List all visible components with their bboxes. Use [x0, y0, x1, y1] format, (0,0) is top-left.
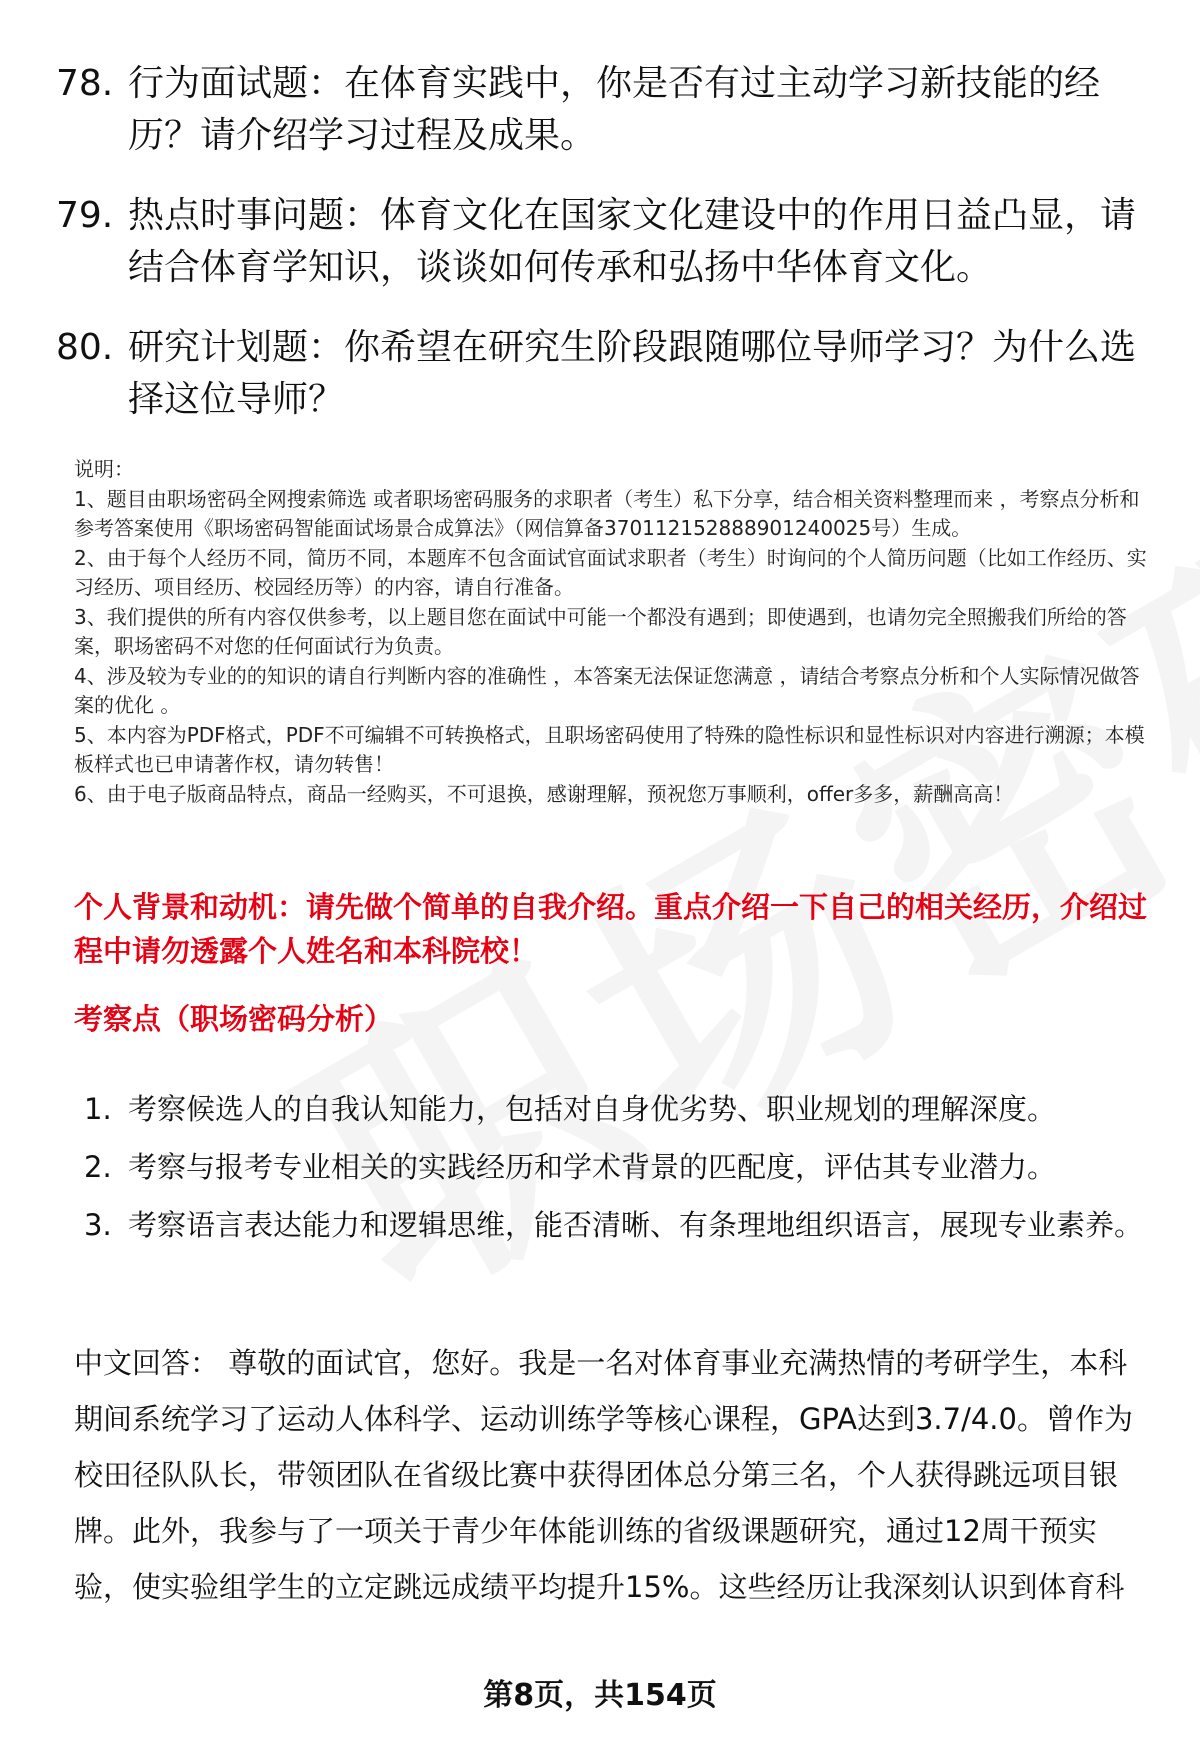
question-text: 行为面试题：在体育实践中，你是否有过主动学习新技能的经历？请介绍学习过程及成果。 [128, 63, 1101, 156]
notes-heading: 说明： [74, 457, 134, 481]
question-title: 个人背景和动机：请先做个简单的自我介绍。重点介绍一下自己的相关经历，介绍过程中请勿透露个人姓名和本科院校！ [74, 890, 1148, 968]
question-number: 78. [56, 63, 114, 104]
question-list [56, 58, 1156, 454]
point-number: 2. [84, 1150, 112, 1184]
notes-section [74, 455, 1154, 809]
analysis-point [84, 1196, 1144, 1254]
note-item: 2、由于每个人经历不同，简历不同，本题库不包含面试官面试求职者（考生）时询问的个人简历问题（比如工作经历、实习经历、项目经历、校园经历等）的内容，请自行准备。 [74, 545, 1147, 599]
note-item: 1、题目由职场密码全网搜索筛选 或者职场密码服务的求职者（考生）私下分享，结合相关资料整理而来 ，考察点分析和参考答案使用《职场密码智能面试场景合成算法》（网信算备370112152888901240025号）生成。 [74, 486, 1140, 540]
note-item: 6、由于电子版商品特点，商品一经购买，不可退换，感谢理解，预祝您万事顺利，offer多多，薪酬高高！ [74, 781, 1014, 806]
question-item [56, 322, 1156, 426]
point-text: 考察与报考专业相关的实践经历和学术背景的匹配度，评估其专业潜力。 [128, 1150, 1057, 1184]
question-text: 研究计划题：你希望在研究生阶段跟随哪位导师学习？为什么选择这位导师？ [128, 327, 1137, 420]
point-number: 3. [84, 1208, 112, 1242]
point-number: 1. [84, 1092, 112, 1126]
question-text: 热点时事问题：体育文化在国家文化建设中的作用日益凸显，请结合体育学知识，谈谈如何传承和弘扬中华体育文化。 [128, 195, 1137, 288]
question-number: 79. [56, 195, 114, 236]
point-text: 考察语言表达能力和逻辑思维，能否清晰、有条理地组织语言，展现专业素养。 [128, 1208, 1144, 1242]
question-item [56, 58, 1156, 162]
note-item: 4、涉及较为专业的的知识的请自行判断内容的准确性 ，本答案无法保证您满意 ，请结合考察点分析和个人实际情况做答案的优化 。 [74, 663, 1140, 717]
note-item: 3、我们提供的所有内容仅供参考，以上题目您在面试中可能一个都没有遇到；即使遇到，也请勿完全照搬我们所给的答案，职场密码不对您的任何面试行为负责。 [74, 604, 1127, 658]
answer-paragraph: 中文回答： 尊敬的面试官，您好。我是一名对体育事业充满热情的考研学生，本科期间系统学习了运动人体科学、运动训练学等核心课程，GPA达到3.7/4.0。曾作为校田径队队长，带领团队在省级比赛中获得团体总分第三名，个人获得跳远项目银牌。此外，我参与了一项关于青少年体能训练的省级课题研究，通过12周干预实验，使实验组学生的立定跳远成绩平均提升15%。这些经历让我深刻认识到体育科 [74, 1346, 1133, 1604]
question-item [56, 190, 1156, 294]
analysis-title: 考察点（职场密码分析） [74, 1002, 394, 1036]
page-footer: 第8页，共154页 [483, 1678, 717, 1713]
question-number: 80. [56, 327, 114, 368]
point-text: 考察候选人的自我认知能力，包括对自身优劣势、职业规划的理解深度。 [128, 1092, 1057, 1126]
analysis-point [84, 1080, 1144, 1138]
analysis-point [84, 1138, 1144, 1196]
analysis-points [84, 1080, 1144, 1254]
note-item: 5、本内容为PDF格式，PDF不可编辑不可转换格式，且职场密码使用了特殊的隐性标识和显性标识对内容进行溯源；本模板样式也已申请著作权，请勿转售！ [74, 722, 1145, 776]
